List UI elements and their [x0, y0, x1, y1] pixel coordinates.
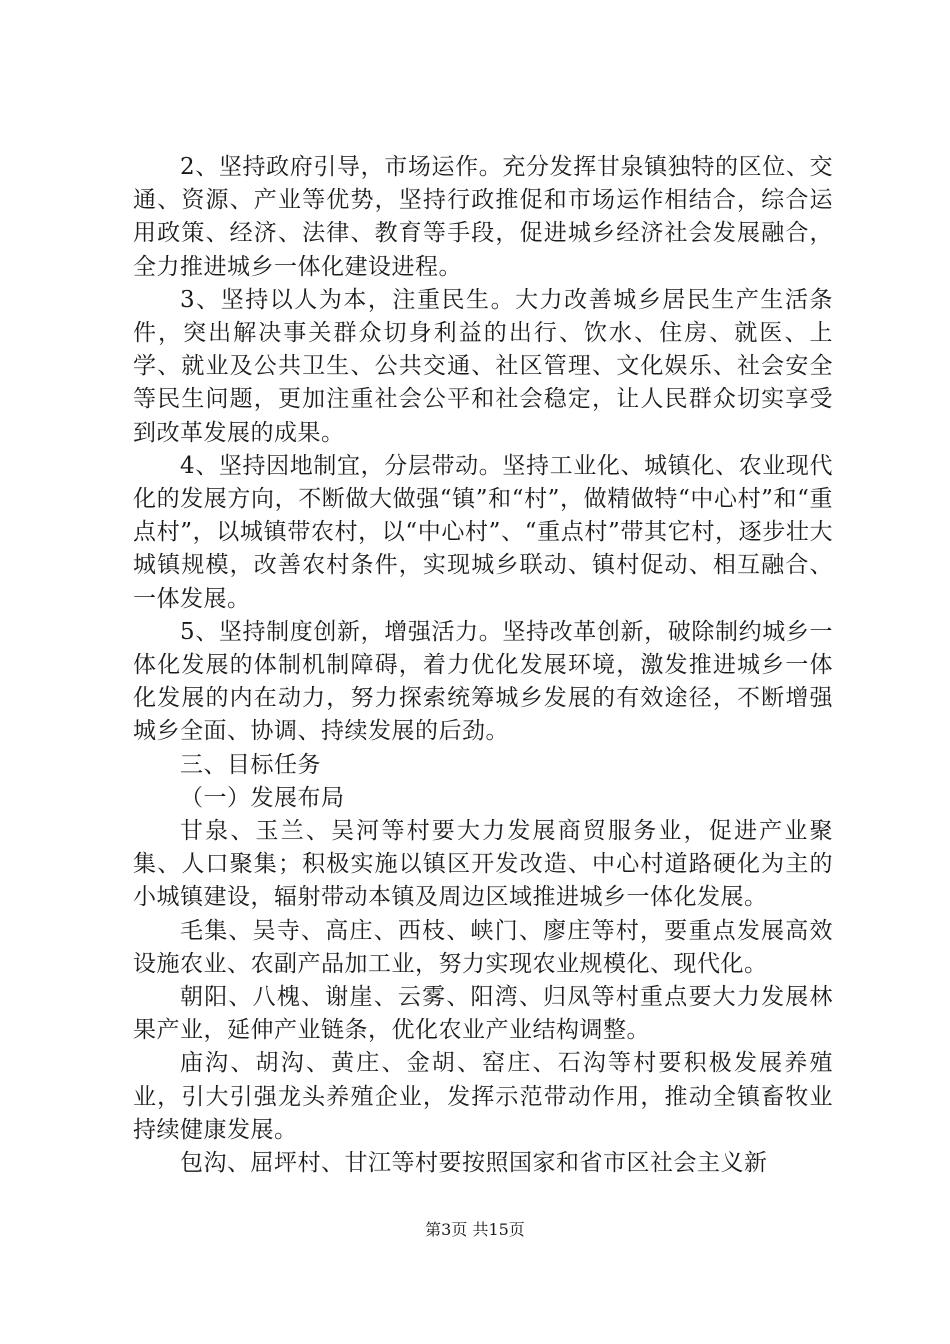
paragraph-principle-2: 2、坚持政府引导，市场运作。充分发挥甘泉镇独特的区位、交通、资源、产业等优势，坚持行政推促和市场运作相结合，综合运用政策、经济、法律、教育等手段，促进城乡经济社会发展融合，全力推进城乡一体化建设进程。: [133, 154, 833, 280]
subsection-heading-layout: （一）发展布局: [180, 784, 345, 811]
page-number-footer: 第3页 共15页: [425, 1220, 525, 1239]
paragraph-layout-agriculture: 毛集、吴寺、高庄、西枝、峡门、廖庄等村，要重点发展高效设施农业、农副产品加工业，努力实现农业规模化、现代化。: [133, 917, 833, 977]
paragraph-principle-5: 5、坚持制度创新，增强活力。坚持改革创新，破除制约城乡一体化发展的体制机制障碍，着力优化发展环境，激发推进城乡一体化发展的内在动力，努力探索统筹城乡发展的有效途径，不断增强城乡全面、协调、持续发展的后劲。: [133, 618, 833, 745]
paragraph-layout-commerce: 甘泉、玉兰、吴河等村要大力发展商贸服务业，促进产业聚集、人口聚集；积极实施以镇区开发改造、中心村道路硬化为主的小城镇建设，辐射带动本镇及周边区域推进城乡一体化发展。: [133, 818, 833, 911]
paragraph-layout-new-countryside: 包沟、屈坪村、甘江等村要按照国家和省市区社会主义新: [180, 1150, 768, 1177]
paragraph-principle-4: 4、坚持因地制宜，分层带动。坚持工业化、城镇化、农业现代化的发展方向，不断做大做强“镇”和“村”，做精做特“中心村”和“重点村”，以城镇带农村，以“中心村”、“重点村”带其它村，逐步壮大城镇规模，改善农村条件，实现城乡联动、镇村促动、相互融合、一体发展。: [133, 452, 833, 612]
paragraph-layout-livestock: 庙沟、胡沟、黄庄、金胡、窑庄、石沟等村要积极发展养殖业，引大引强龙头养殖企业，发挥示范带动作用，推动全镇畜牧业持续健康发展。: [133, 1050, 833, 1143]
document-body: [133, 151, 833, 1180]
paragraph-principle-3: 3、坚持以人为本，注重民生。大力改善城乡居民生产生活条件，突出解决事关群众切身利益的出行、饮水、住房、就医、上学、就业及公共卫生、公共交通、社区管理、文化娱乐、社会安全等民生问题，更加注重社会公平和社会稳定，让人民群众切实享受到改革发展的成果。: [133, 286, 833, 446]
section-heading-goals: 三、目标任务: [180, 751, 321, 778]
paragraph-layout-forestry: 朝阳、八槐、谢崖、云雾、阳湾、归凤等村重点要大力发展林果产业，延伸产业链条，优化农业产业结构调整。: [133, 984, 833, 1044]
